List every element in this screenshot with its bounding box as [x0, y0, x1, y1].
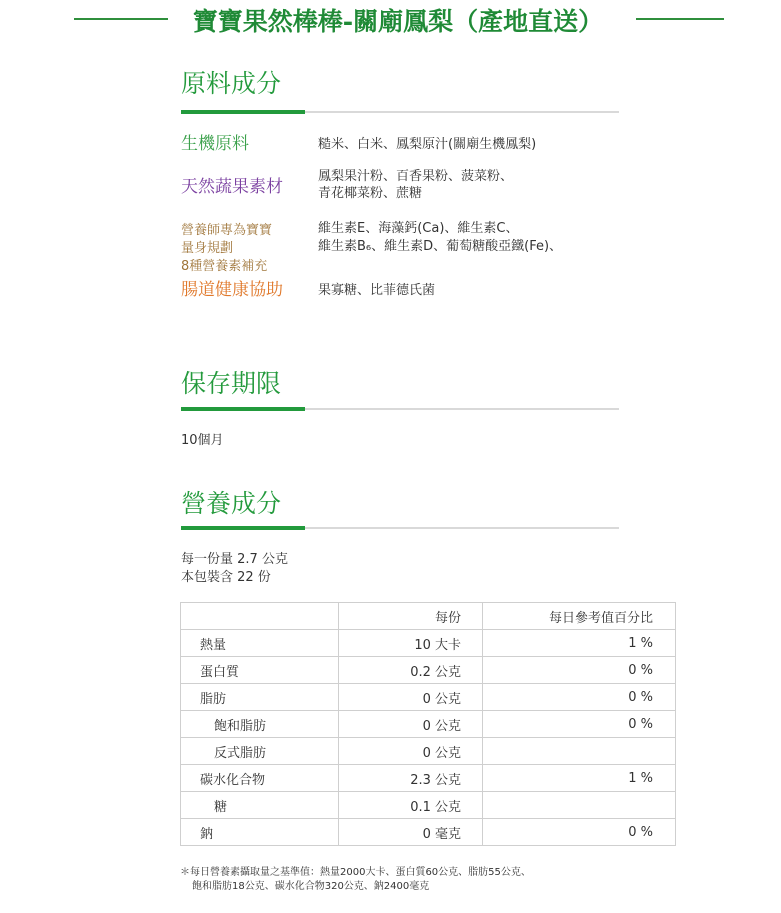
table-row	[181, 630, 676, 657]
nutrition-heading: 營養成分	[181, 489, 282, 518]
per-serving-value: 0 公克	[339, 738, 483, 765]
daily-value-percent: 0 %	[483, 819, 676, 846]
shelf-life-heading: 保存期限	[181, 369, 282, 398]
footnote-line-2: 飽和脂肪18公克、碳水化合物320公克、鈉2400毫克	[192, 881, 430, 892]
ingredient-text-organic: 糙米、白米、鳳梨原汁(關廟生機鳳梨)	[318, 137, 537, 152]
per-serving-value: 0 毫克	[339, 819, 483, 846]
shelf-life-rule-accent	[181, 407, 305, 411]
ingredient-text-gut: 果寡糖、比菲德氏菌	[318, 283, 436, 298]
column-header-per-serving: 每份	[339, 603, 483, 630]
daily-value-percent: 1 %	[483, 630, 676, 657]
table-header-row	[181, 603, 676, 630]
ingredient-label-nutrient-2: 量身規劃	[181, 241, 234, 256]
nutrient-name: 糖	[181, 792, 339, 819]
daily-value-percent: 0 %	[483, 657, 676, 684]
ingredient-text-nutrient-2: 維生素B₆、維生素D、葡萄糖酸亞鐵(Fe)、	[318, 239, 563, 254]
nutrient-name: 鈉	[181, 819, 339, 846]
table-row	[181, 792, 676, 819]
ingredient-label-natural: 天然蔬果素材	[181, 177, 283, 197]
ingredient-label-nutrient-1: 營養師專為寶寶	[181, 223, 273, 238]
nutrition-rule-accent	[181, 526, 305, 530]
per-serving-value: 0.1 公克	[339, 792, 483, 819]
title-rule-right	[636, 18, 724, 20]
per-serving-value: 10 大卡	[339, 630, 483, 657]
table-row	[181, 738, 676, 765]
daily-value-percent	[483, 792, 676, 819]
ingredient-label-organic: 生機原料	[181, 134, 249, 154]
daily-value-percent: 0 %	[483, 711, 676, 738]
shelf-life-value: 10個月	[181, 433, 224, 448]
ingredient-label-nutrient-3: 8種營養素補充	[181, 259, 268, 274]
ingredient-text-natural-1: 鳳梨果汁粉、百香果粉、菠菜粉、	[318, 169, 514, 184]
page-title: 寶寶果然棒棒-關廟鳳梨（產地直送）	[192, 7, 604, 36]
table-row	[181, 711, 676, 738]
table-row	[181, 684, 676, 711]
daily-value-percent: 0 %	[483, 684, 676, 711]
column-header-name	[181, 603, 339, 630]
ingredient-text-natural-2: 青花椰菜粉、蔗糖	[318, 186, 423, 201]
nutrient-name: 蛋白質	[181, 657, 339, 684]
ingredients-rule-accent	[181, 110, 305, 114]
nutrient-name: 熱量	[181, 630, 339, 657]
table-row	[181, 657, 676, 684]
ingredient-label-gut: 腸道健康協助	[181, 280, 283, 300]
nutrient-name: 脂肪	[181, 684, 339, 711]
serving-size: 每一份量 2.7 公克	[181, 552, 288, 567]
table-row	[181, 765, 676, 792]
column-header-daily-value: 每日參考值百分比	[483, 603, 676, 630]
per-serving-value: 0 公克	[339, 684, 483, 711]
nutrient-name: 飽和脂肪	[181, 711, 339, 738]
per-serving-value: 0 公克	[339, 711, 483, 738]
table-row	[181, 819, 676, 846]
footnote-line-1: ＊每日營養素攝取量之基準值：熱量2000大卡、蛋白質60公克、脂肪55公克、	[180, 867, 531, 878]
nutrition-table	[180, 602, 676, 846]
title-rule-left	[74, 18, 168, 20]
nutrient-name: 碳水化合物	[181, 765, 339, 792]
daily-value-percent: 1 %	[483, 765, 676, 792]
daily-value-percent	[483, 738, 676, 765]
nutrient-name: 反式脂肪	[181, 738, 339, 765]
per-serving-value: 2.3 公克	[339, 765, 483, 792]
ingredients-heading: 原料成分	[181, 69, 282, 98]
servings-per-pack: 本包裝含 22 份	[181, 570, 271, 585]
ingredient-text-nutrient-1: 維生素E、海藻鈣(Ca)、維生素C、	[318, 221, 519, 236]
per-serving-value: 0.2 公克	[339, 657, 483, 684]
